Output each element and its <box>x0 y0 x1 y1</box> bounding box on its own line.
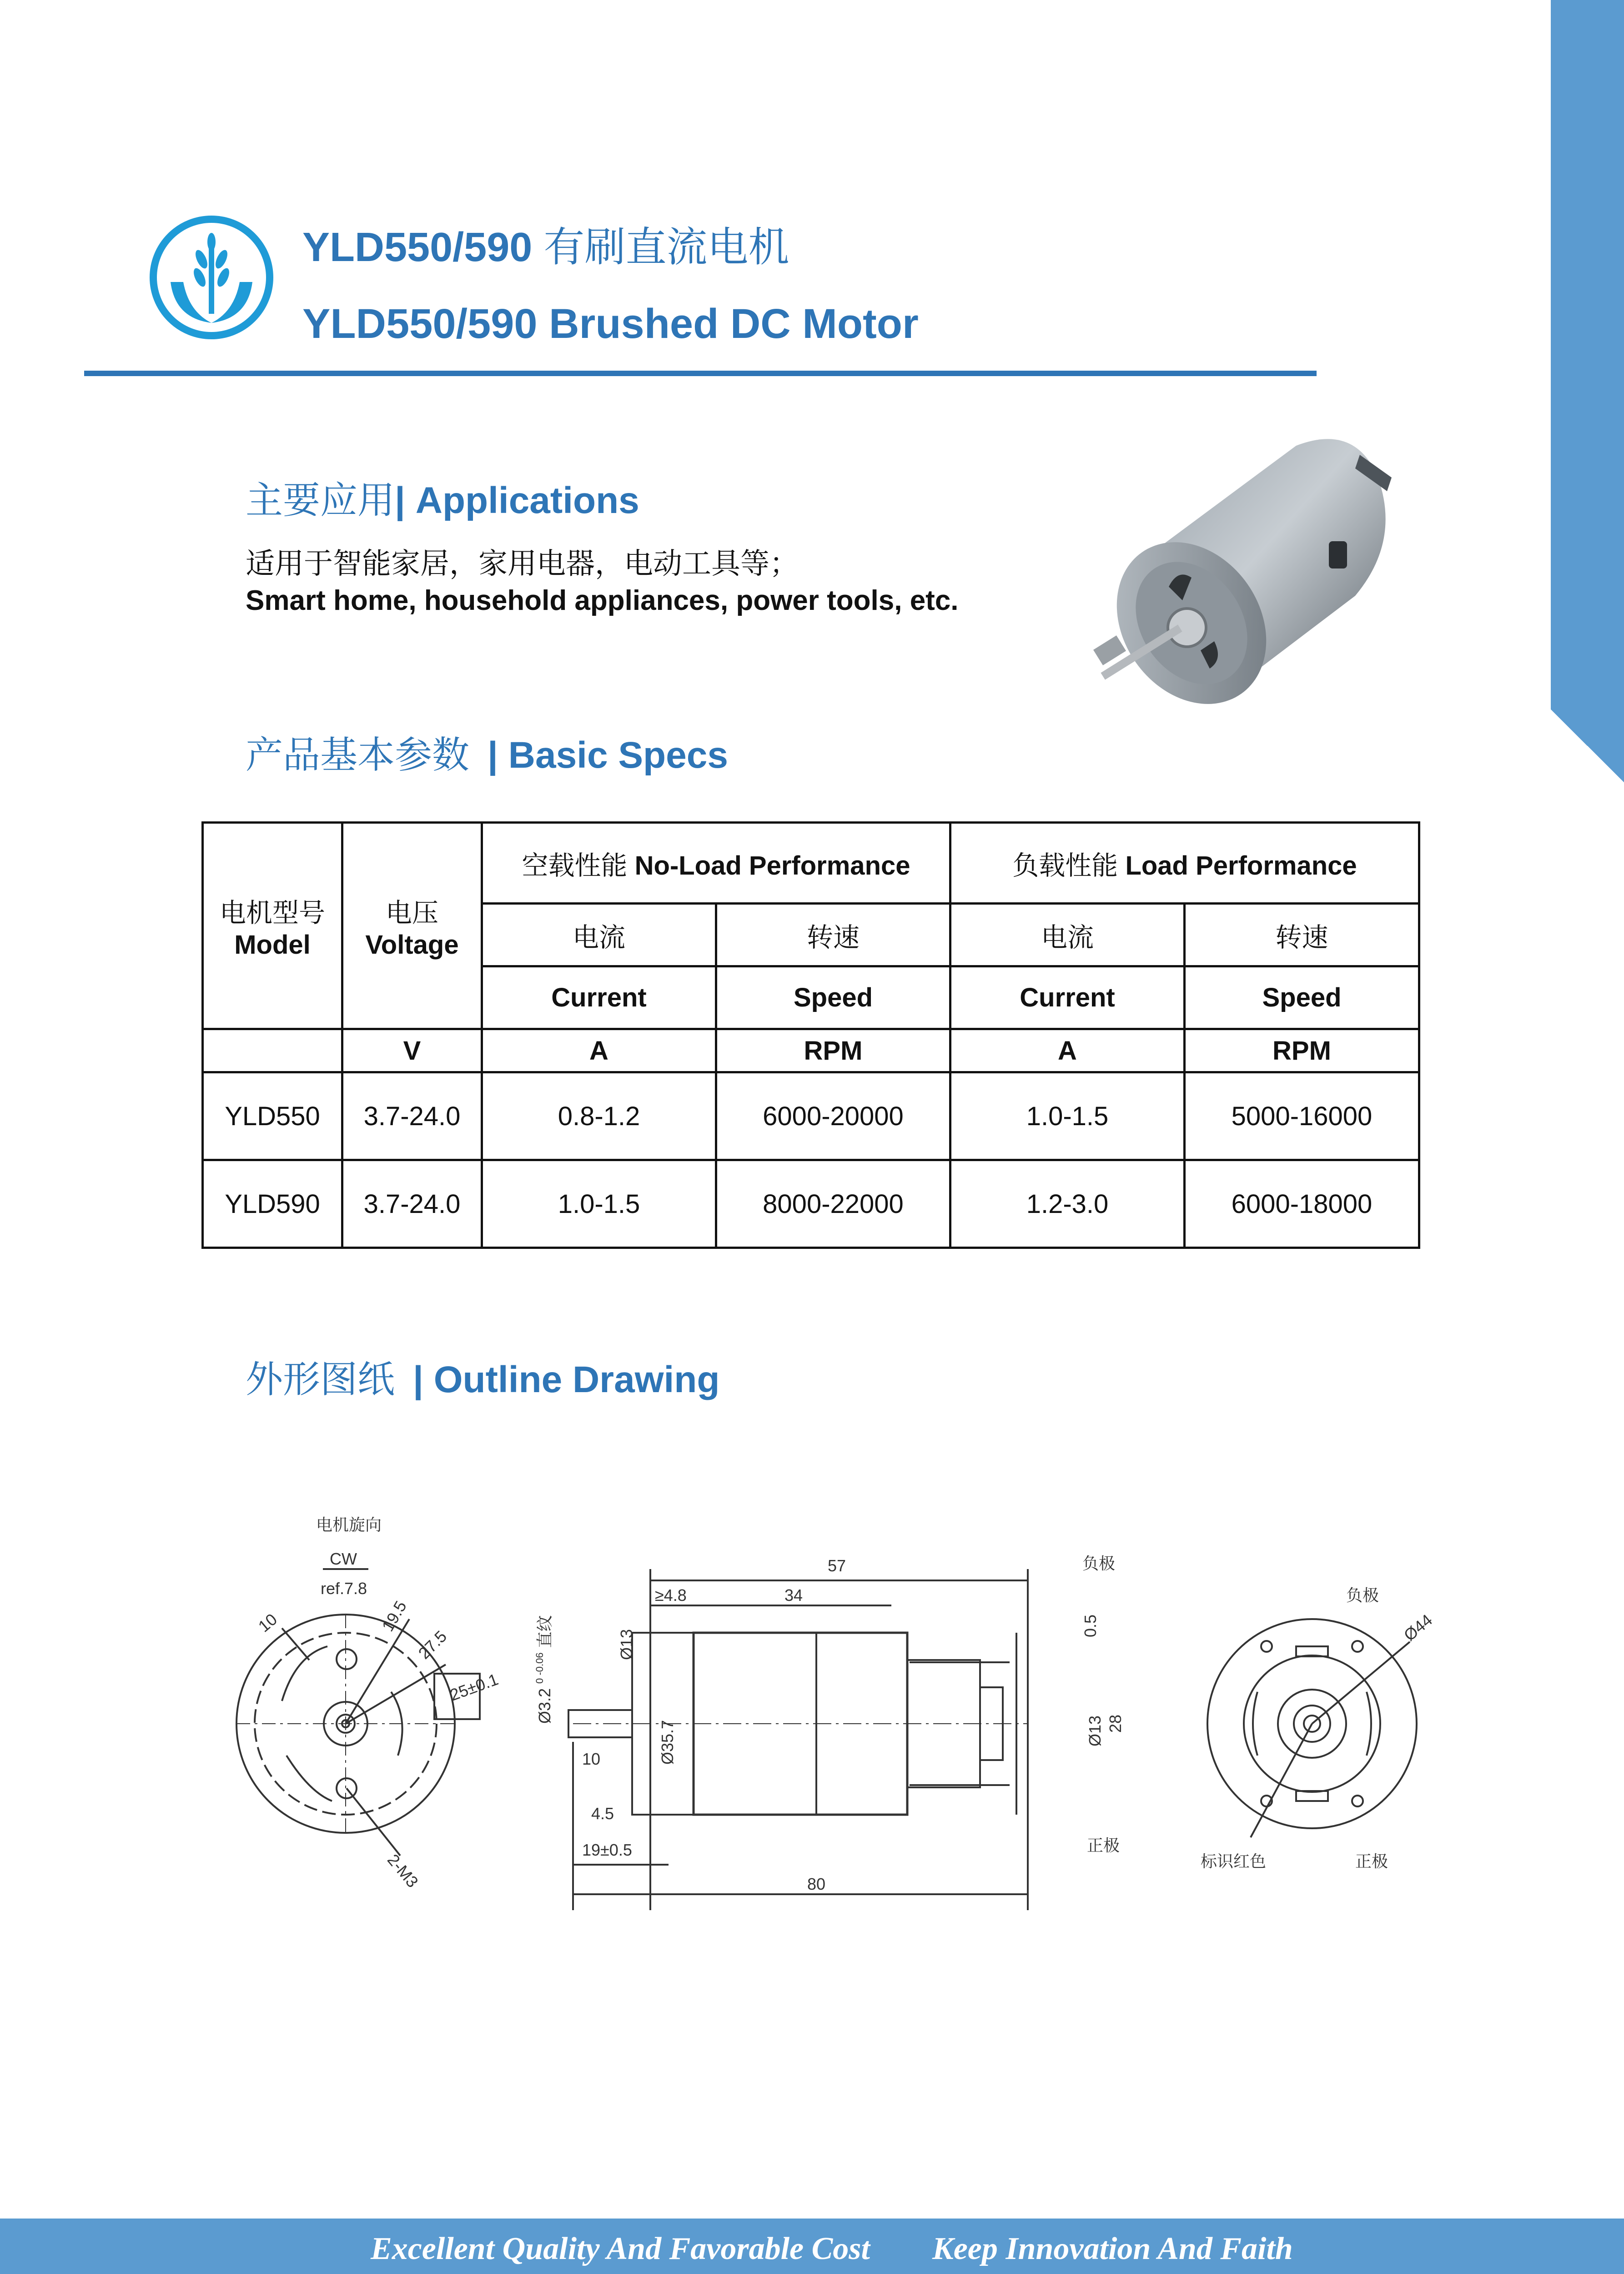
outline-heading-cn: 外形图纸 <box>246 1358 395 1401</box>
cell-l-current: 1.0-1.5 <box>950 1072 1185 1160</box>
label-red-mark: 标识红色 <box>1201 1852 1267 1871</box>
sub-nl-current-cn: 电流 <box>482 904 716 966</box>
table-row <box>203 1072 1419 1160</box>
cell-voltage: 3.7-24.0 <box>342 1072 482 1160</box>
cell-l-speed: 5000-16000 <box>1185 1072 1419 1160</box>
dim-13-right: Ø13 <box>1086 1715 1104 1746</box>
cell-nl-speed: 6000-20000 <box>716 1072 950 1160</box>
dim-0-5: 0.5 <box>1081 1614 1100 1637</box>
dim-shaft-dia: Ø3.2 <box>535 1688 554 1724</box>
sub-nl-current-en: Current <box>482 966 716 1029</box>
cell-nl-current: 1.0-1.5 <box>482 1160 716 1248</box>
cell-l-speed: 6000-18000 <box>1185 1160 1419 1248</box>
title-divider <box>84 371 1317 376</box>
dim-57: 57 <box>828 1556 846 1575</box>
header-load-en: Load Performance <box>1125 850 1357 880</box>
outline-heading-en: | Outline Drawing <box>413 1359 720 1400</box>
sub-l-speed-en: Speed <box>1185 966 1419 1029</box>
header-load <box>950 823 1419 904</box>
label-pos-rear: 正极 <box>1355 1852 1388 1871</box>
applications-heading-en: | Applications <box>395 480 639 521</box>
header-noload-cn: 空载性能 <box>522 850 628 881</box>
title-cn-text: 有刷直流电机 <box>543 223 789 271</box>
cell-nl-speed: 8000-22000 <box>716 1160 950 1248</box>
label-cw: CW <box>330 1550 357 1568</box>
label-neg-side: 负极 <box>1082 1555 1116 1573</box>
motor-photo <box>1041 405 1414 723</box>
header-voltage-cn: 电压 <box>385 897 438 928</box>
dim-34: 34 <box>784 1586 803 1605</box>
side-accent-bar <box>1551 0 1624 709</box>
label-neg-rear: 负极 <box>1346 1586 1379 1605</box>
cell-voltage: 3.7-24.0 <box>342 1160 482 1248</box>
dim-shaft-tol: 0 -0.06 <box>534 1652 545 1684</box>
sub-nl-speed-en: Speed <box>716 966 950 1029</box>
header-noload <box>482 823 950 904</box>
header-model <box>203 823 342 1029</box>
specs-table <box>201 821 1420 1249</box>
dim-25: 25±0.1 <box>447 1670 501 1705</box>
sub-l-current-cn: 电流 <box>950 904 1185 966</box>
unit-nl-a: A <box>482 1029 716 1072</box>
header-model-en: Model <box>234 930 311 960</box>
header-noload-en: No-Load Performance <box>634 850 910 880</box>
dim-19-5: 19.5 <box>378 1597 410 1635</box>
dim-ref: ref.7.8 <box>321 1579 367 1598</box>
header-load-cn: 负载性能 <box>1012 850 1118 881</box>
applications-heading-cn: 主要应用 <box>246 479 395 522</box>
cell-l-current: 1.2-3.0 <box>950 1160 1185 1248</box>
dim-35-7: Ø35.7 <box>658 1720 677 1765</box>
unit-v: V <box>342 1029 482 1072</box>
header-model-cn: 电机型号 <box>219 897 325 928</box>
applications-heading <box>246 471 639 524</box>
dim-10-shaft: 10 <box>582 1750 601 1768</box>
cell-model: YLD590 <box>203 1160 342 1248</box>
specs-heading <box>246 725 728 779</box>
outline-heading <box>246 1350 719 1403</box>
sub-l-current-en: Current <box>950 966 1185 1029</box>
rear-view-drawing <box>1207 1619 1417 1837</box>
dim-13-left: Ø13 <box>617 1629 636 1660</box>
dim-shaft <box>528 1615 554 1724</box>
cell-model: YLD550 <box>203 1072 342 1160</box>
sub-nl-speed-cn: 转速 <box>716 904 950 966</box>
page-title-cn <box>302 214 789 273</box>
side-accent-tip <box>1551 709 1624 782</box>
table-row <box>203 1160 1419 1248</box>
dim-27-5: 27.5 <box>414 1627 451 1663</box>
footer-slogan-left: Excellent Quality And Favorable Cost <box>371 2231 870 2266</box>
unit-l-a: A <box>950 1029 1185 1072</box>
dim-80: 80 <box>807 1875 826 1893</box>
unit-model-blank <box>203 1029 342 1072</box>
header-voltage <box>342 823 482 1029</box>
label-rotation: 电机旋向 <box>316 1516 382 1534</box>
applications-text-cn: 适用于智能家居，家用电器，电动工具等； <box>246 547 799 581</box>
dim-10: 10 <box>254 1610 281 1636</box>
page-title-en: YLD550/590 Brushed DC Motor <box>302 301 919 347</box>
unit-nl-rpm: RPM <box>716 1029 950 1072</box>
dim-44: Ø44 <box>1400 1610 1436 1645</box>
applications-text-en: Smart home, household appliances, power tools, etc. <box>246 585 959 616</box>
dim-19: 19±0.5 <box>582 1841 632 1859</box>
dim-4-5: 4.5 <box>591 1804 614 1823</box>
specs-heading-cn: 产品基本参数 <box>246 734 470 777</box>
dim-m3: 2-M3 <box>383 1850 422 1891</box>
dim-knurl: 直纹 <box>536 1615 554 1648</box>
label-pos-side: 正极 <box>1087 1836 1120 1855</box>
side-view-drawing <box>434 1569 1028 1910</box>
outline-drawing <box>218 1510 1455 1910</box>
unit-l-rpm: RPM <box>1185 1029 1419 1072</box>
sub-l-speed-cn: 转速 <box>1185 904 1419 966</box>
header-voltage-en: Voltage <box>365 930 459 960</box>
title-model: YLD550/590 <box>302 225 533 270</box>
dim-4-8: ≥4.8 <box>655 1586 687 1605</box>
footer-slogan-right: Keep Innovation And Faith <box>932 2231 1293 2266</box>
specs-heading-en: | Basic Specs <box>488 735 728 776</box>
company-logo <box>148 214 275 341</box>
dim-28: 28 <box>1106 1714 1125 1733</box>
cell-nl-current: 0.8-1.2 <box>482 1072 716 1160</box>
